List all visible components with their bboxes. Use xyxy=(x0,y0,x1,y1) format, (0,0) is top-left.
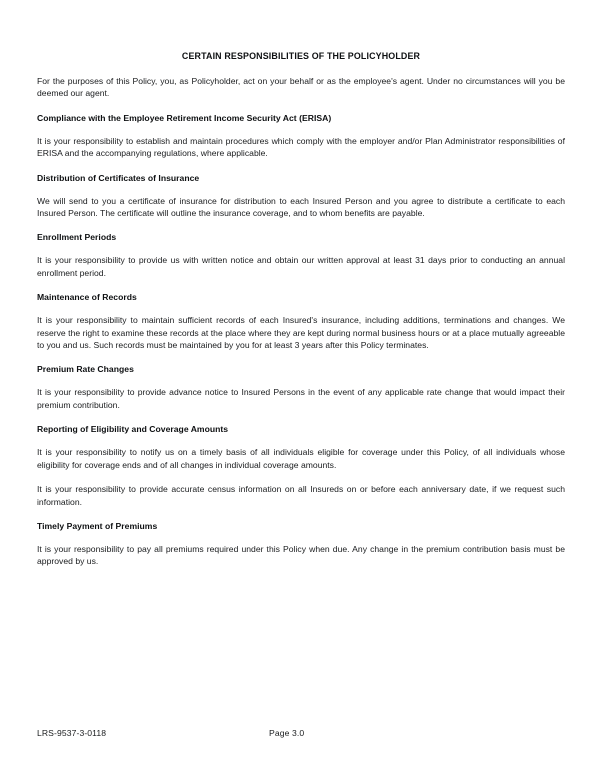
page-footer xyxy=(37,727,565,741)
section-heading: Maintenance of Records xyxy=(37,292,137,303)
section-reporting-of-eligibility xyxy=(37,423,565,508)
section-paragraph: It is your responsibility to notify us on a timely basis of all individuals eligible for coverage under this Policy, of all individuals whose eligibility for coverage ends and of all changes in individual coverage amounts. xyxy=(37,447,565,470)
section-heading: Distribution of Certificates of Insurance xyxy=(37,172,200,183)
section-distribution-of-certificates xyxy=(37,172,565,220)
section-premium-rate-changes xyxy=(37,363,565,411)
section-heading: Timely Payment of Premiums xyxy=(37,520,158,531)
section-heading: Enrollment Periods xyxy=(37,232,117,243)
section-heading: Premium Rate Changes xyxy=(37,364,134,375)
section-enrollment-periods xyxy=(37,231,565,279)
section-paragraph: It is your responsibility to provide accurate census information on all Insureds on or before each anniversary date, if we request such information. xyxy=(37,484,565,507)
section-timely-payment-of-premiums xyxy=(37,520,565,568)
section-heading: Compliance with the Employee Retirement Income Security Act (ERISA) xyxy=(37,112,332,123)
intro-paragraph: For the purposes of this Policy, you, as Policyholder, act on your behalf or as the employee's agent. Under no circumstances will you be deemed our agent. xyxy=(37,76,565,99)
section-paragraph: We will send to you a certificate of insurance for distribution to each Insured Person and you agree to distribute a certificate to each Insured Person. The certificate will outline the insurance coverage, and to whom benefits are payable. xyxy=(37,195,565,219)
section-paragraph: It is your responsibility to pay all premiums required under this Policy when due. Any change in the premium contribution basis must be approved by us. xyxy=(37,543,565,567)
document-body xyxy=(37,50,565,580)
section-paragraph: It is your responsibility to establish and maintain procedures which comply with the employer and/or Plan Administrator responsibilities of ERISA and the accompanying regulations, where applicable. xyxy=(37,135,565,159)
section-maintenance-of-records xyxy=(37,291,565,351)
section-paragraph: It is your responsibility to provide us with written notice and obtain our written approval at least 31 days prior to conducting an annual enrollment period. xyxy=(37,255,565,278)
section-heading: Reporting of Eligibility and Coverage Amounts xyxy=(37,424,229,435)
section-paragraph: It is your responsibility to provide advance notice to Insured Persons in the event of any applicable rate change that would impact their premium contribution. xyxy=(37,387,565,410)
form-number: LRS-9537-3-0118 xyxy=(37,728,107,738)
page-title: CERTAIN RESPONSIBILITIES OF THE POLICYHOLDER xyxy=(181,51,421,61)
section-compliance-erisa xyxy=(37,112,565,160)
section-paragraph: It is your responsibility to maintain sufficient records of each Insured's insurance, including additions, terminations and changes. We reserve the right to examine these records at the place where they are kept during normal business hours or at a place mutually agreeable to you and us. Such records must be maintained by you for at least 3 years after this Policy terminates. xyxy=(37,315,565,351)
page-number: Page 3.0 xyxy=(269,728,305,738)
